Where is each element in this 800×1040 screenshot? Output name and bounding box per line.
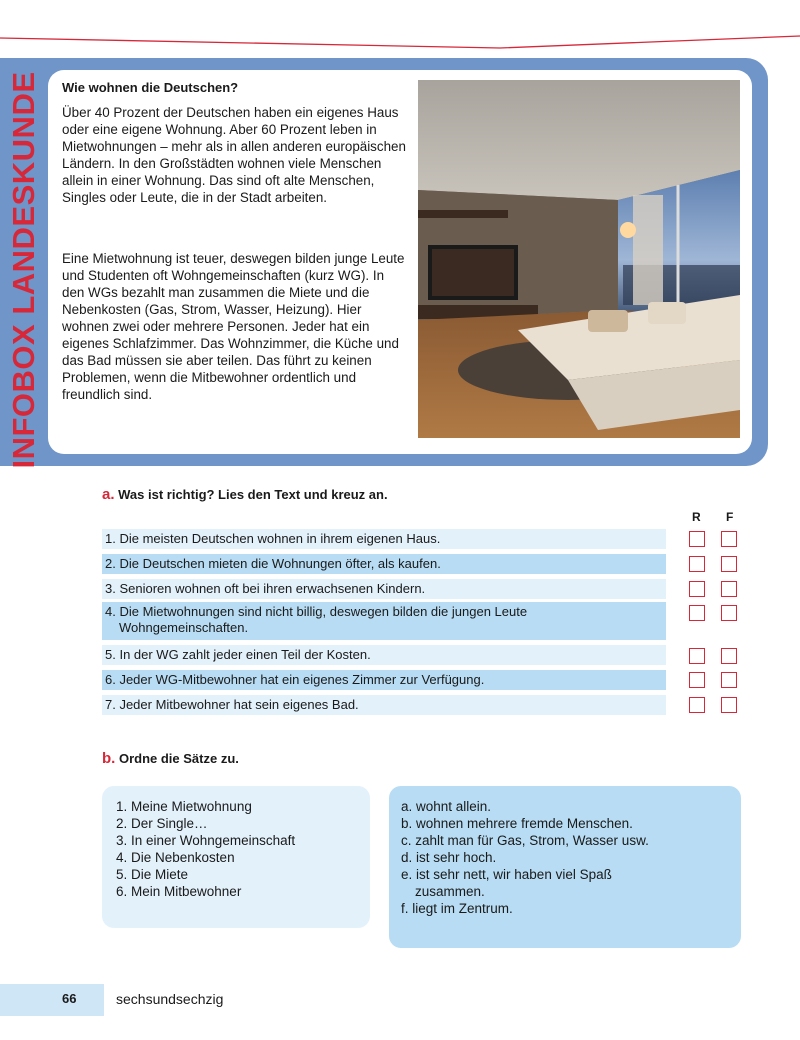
list-item: e. ist sehr nett, wir haben viel Spaß [401,867,612,882]
page-number: 66 [62,991,77,1006]
list-item: f. liegt im Zentrum. [401,901,513,916]
checkbox-f-4[interactable] [721,605,737,621]
page-number-word: sechsundsechzig [116,991,224,1007]
list-item: c. zahlt man für Gas, Strom, Wasser usw. [401,833,649,848]
checkbox-f-1[interactable] [721,531,737,547]
list-item: 4. Die Nebenkosten [116,850,235,865]
checkbox-f-6[interactable] [721,672,737,688]
list-item: 2. Der Single… [116,816,208,831]
list-item: 3. In einer Wohngemeinschaft [116,833,296,848]
list-item: a. wohnt allein. [401,799,492,814]
exercise-b-title [102,750,239,767]
infobox-paragraph-1: Über 40 Prozent der Deutschen haben ein eigenes Haus oder eine eigene Wohnung. Aber 60 Prozent leben in Mietwohnungen – mehr als in allen anderen europäischen Ländern. In den Großstädten wohnen viele Menschen allein in einer Wohnung. Das sind oft alte Menschen, Singles oder Leute, die in der Stadt arbeiten. [62,105,406,205]
checkbox-r-7[interactable] [689,697,705,713]
checkbox-f-5[interactable] [721,648,737,664]
statement-row: 2. Die Deutschen mieten die Wohnungen öfter, als kaufen. [102,554,666,574]
header-rule [0,0,800,60]
exercise-a-title [102,486,388,503]
list-item: zusammen. [415,884,485,899]
statement-row: 1. Die meisten Deutschen wohnen in ihrem eigenen Haus. [102,529,666,549]
list-item: d. ist sehr hoch. [401,850,497,865]
column-header-richtig: R [692,510,701,524]
checkbox-f-7[interactable] [721,697,737,713]
infobox-paragraph-2: Eine Mietwohnung ist teuer, deswegen bilden junge Leute und Studenten oft Wohngemeinschaften (kurz WG). In den WGs bezahlt man zusammen die Miete und die Nebenkosten (Gas, Strom, Wasser, Heizung). Hier wohnen zwei oder mehrere Personen. Jeder hat ein eigenes Schlafzimmer. Das Wohnzimmer, die Küche und das Bad müssen sie aber teilen. Das führt zu keinen Problemen, wenn die Mitbewohner ordentlich und freundlich sind. [62,251,405,402]
checkbox-r-6[interactable] [689,672,705,688]
footer-bar [0,984,104,1016]
checkbox-f-3[interactable] [721,581,737,597]
exercise-a-instruction: Was ist richtig? Lies den Text und kreuz an. [118,487,388,502]
checkbox-f-2[interactable] [721,556,737,572]
list-item: 6. Mein Mitbewohner [116,884,242,899]
statement-row: 3. Senioren wohnen oft bei ihren erwachsenen Kindern. [102,579,666,599]
list-item: 1. Meine Mietwohnung [116,799,252,814]
statement-row: 6. Jeder WG-Mitbewohner hat ein eigenes Zimmer zur Verfügung. [102,670,666,690]
statement-row: 5. In der WG zahlt jeder einen Teil der Kosten. [102,645,666,665]
exercise-b-letter: b. [102,750,116,767]
exercise-b-instruction: Ordne die Sätze zu. [118,751,239,766]
sentence-endings-list [401,798,649,917]
statement-row: 7. Jeder Mitbewohner hat sein eigenes Bad. [102,695,666,715]
exercise-a-letter: a. [102,486,115,503]
infobox-title: Wie wohnen die Deutschen? [62,80,239,95]
checkbox-r-4[interactable] [689,605,705,621]
checkbox-r-5[interactable] [689,648,705,664]
infobox-side-label: INFOBOX LANDESKUNDE [6,71,41,469]
list-item: 5. Die Miete [116,867,189,882]
checkbox-r-2[interactable] [689,556,705,572]
living-room-photo [418,80,740,438]
sentence-starts-list [116,798,295,900]
column-header-falsch: F [726,510,734,524]
list-item: b. wohnen mehrere fremde Menschen. [401,816,633,831]
checkbox-r-3[interactable] [689,581,705,597]
checkbox-r-1[interactable] [689,531,705,547]
statement-row: 4. Die Mietwohnungen sind nicht billig, deswegen bilden die jungen Leute Wohngemeinschaften. [102,602,666,640]
